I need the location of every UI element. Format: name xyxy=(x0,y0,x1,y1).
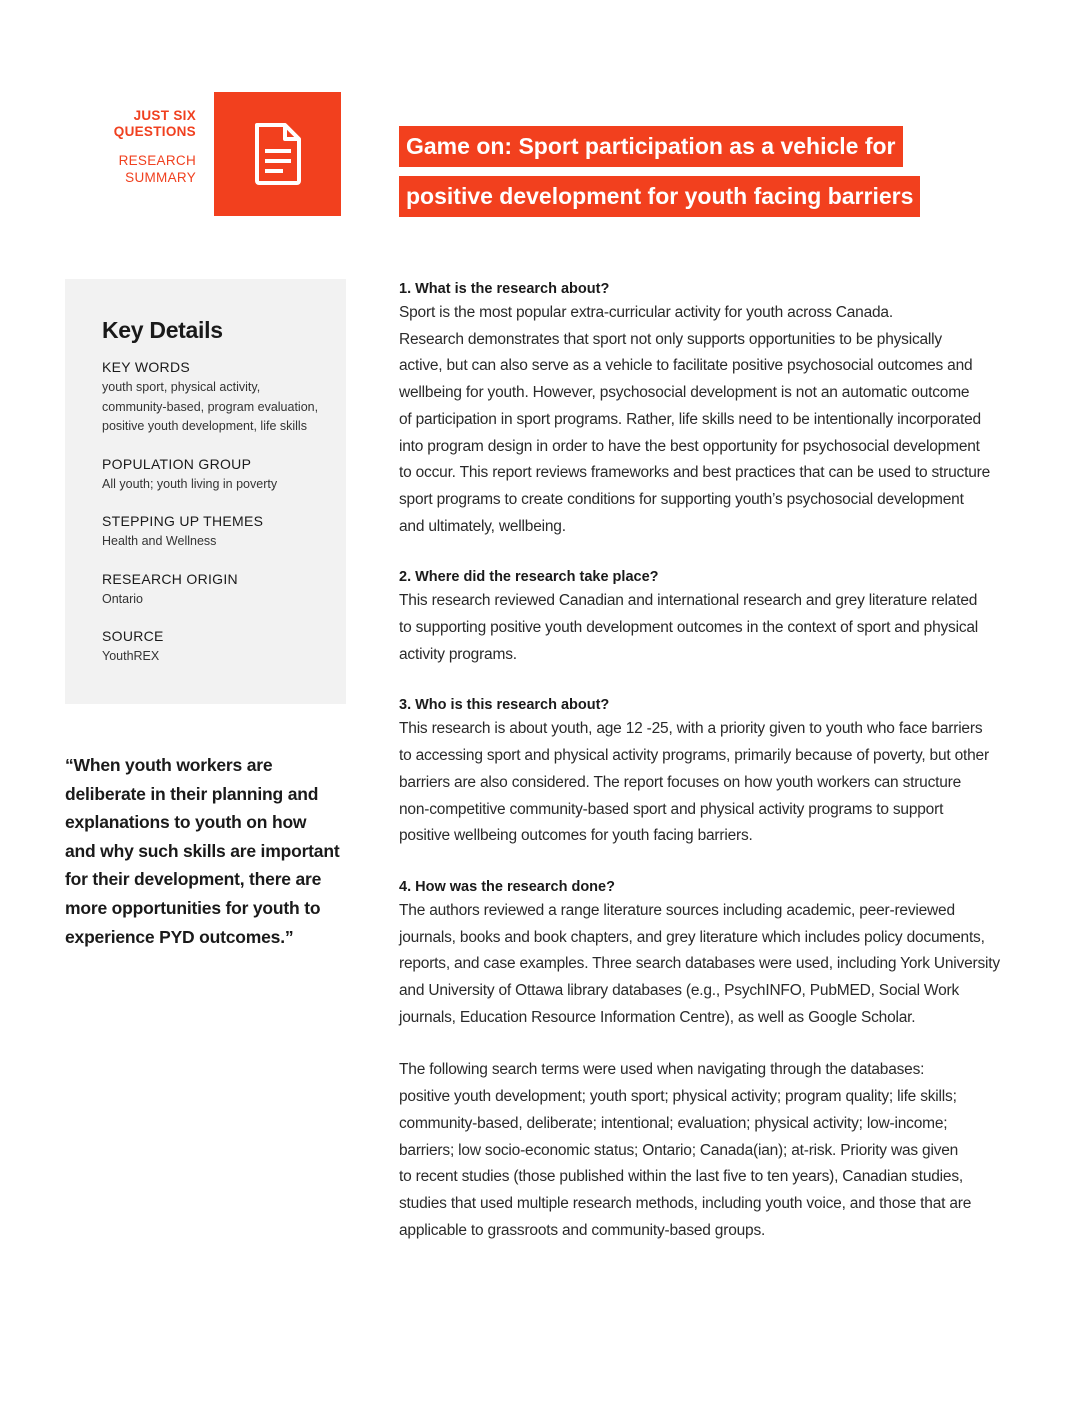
key-detail-value xyxy=(102,647,326,667)
answer-line: wellbeing for youth. However, psychosocial development is not an automatic outcome xyxy=(399,384,970,402)
answer-line: active, but can also serve as a vehicle to facilitate positive psychosocial outcomes and xyxy=(399,357,973,375)
answer-line: to supporting positive youth development outcomes in the context of sport and physical xyxy=(399,619,979,637)
key-details-sections xyxy=(102,358,326,667)
pull-quote xyxy=(65,751,340,951)
key-detail-line: Ontario xyxy=(102,591,143,606)
question-heading: 2. Where did the research take place? xyxy=(399,569,659,586)
document-title xyxy=(399,126,1039,217)
quote-line: more opportunities for youth to xyxy=(65,897,321,918)
answer-line: The following search terms were used when navigating through the databases: xyxy=(399,1061,925,1079)
answer-line: This research is about youth, age 12 -25, with a priority given to youth who face barriers xyxy=(399,720,983,738)
key-detail-label: SOURCE xyxy=(102,628,164,644)
answer-paragraph xyxy=(399,716,1017,850)
key-detail-line: All youth; youth living in poverty xyxy=(102,476,278,491)
key-detail-value xyxy=(102,378,326,437)
answer-paragraph xyxy=(399,300,1017,540)
key-detail-label: POPULATION GROUP xyxy=(102,455,252,472)
key-detail-section xyxy=(102,627,326,667)
key-detail-label: STEPPING UP THEMES xyxy=(102,513,264,529)
quote-line: explanations to youth on how xyxy=(65,812,307,833)
answer-line: and University of Ottawa library databases (e.g., PsychINFO, PubMED, Social Work xyxy=(399,982,960,1000)
key-detail-line: YouthREX xyxy=(102,649,160,663)
answer-line: into program design in order to have the best opportunity for psychosocial development xyxy=(399,437,980,455)
key-detail-value xyxy=(102,590,326,610)
key-detail-section xyxy=(102,512,326,552)
quote-line: and why such skills are important xyxy=(65,840,340,861)
answer-line: sport programs to create conditions for supporting youth’s psychosocial development xyxy=(399,490,964,508)
key-detail-line: Health and Wellness xyxy=(102,534,217,548)
quote-line: deliberate in their planning and xyxy=(65,783,319,804)
quote-line: for their development, there are xyxy=(65,869,322,890)
answer-line: to accessing sport and physical activity programs, primarily because of poverty, but other xyxy=(399,747,989,765)
answer-line: non-competitive community-based sport and physical activity programs to support xyxy=(399,800,944,818)
answer-line: The authors reviewed a range literature sources including academic, peer-reviewed xyxy=(399,901,955,919)
answer-line: positive youth development; youth sport; physical activity; program quality; life skills; xyxy=(399,1088,957,1106)
quote-line: “When youth workers are xyxy=(65,755,273,775)
brand-sub-line-2: SUMMARY xyxy=(125,170,196,185)
answer-line: to recent studies (those published within the last five to ten years), Canadian studies, xyxy=(399,1168,963,1186)
answer-line: barriers; low socio-economic status; Ontario; Canada(ian); at-risk. Priority was given xyxy=(399,1141,959,1159)
answer-line: and ultimately, wellbeing. xyxy=(399,517,566,535)
key-details-panel xyxy=(65,279,346,704)
answer-line: community-based, deliberate; intentional; evaluation; physical activity; low-income; xyxy=(399,1114,948,1132)
key-detail-line: positive youth development, life skills xyxy=(102,419,307,433)
key-detail-label: RESEARCH ORIGIN xyxy=(102,570,238,587)
question-heading: 4. How was the research done? xyxy=(399,878,615,895)
question-section xyxy=(399,876,1017,1244)
question-section xyxy=(399,278,1017,540)
answer-line: studies that used multiple research methods, including youth voice, and those that are xyxy=(399,1194,972,1212)
answer-paragraph xyxy=(399,1057,1017,1244)
answer-paragraph xyxy=(399,588,1017,668)
brand-label xyxy=(96,108,196,186)
question-heading: 1. What is the research about? xyxy=(399,281,610,297)
brand-line-1: JUST SIX xyxy=(133,108,196,123)
main-content xyxy=(399,278,1017,1270)
key-detail-line: youth sport, physical activity, xyxy=(102,380,261,394)
brand-sub-line-1: RESEARCH xyxy=(118,153,196,168)
key-detail-value xyxy=(102,475,326,495)
question-section xyxy=(399,566,1017,668)
question-section xyxy=(399,694,1017,850)
quote-line: experience PYD outcomes.” xyxy=(65,926,294,947)
answer-line: positive wellbeing outcomes for youth facing barriers. xyxy=(399,827,753,845)
answer-line: Sport is the most popular extra-curricular activity for youth across Canada. xyxy=(399,304,893,321)
answer-line: to occur. This report reviews frameworks and best practices that can be used to structure xyxy=(399,464,990,482)
answer-line: journals, books and book chapters, and grey literature which includes policy documents, xyxy=(399,928,985,946)
key-detail-value xyxy=(102,532,326,552)
brand-line-2: QUESTIONS xyxy=(113,124,196,139)
answer-line: journals, Education Resource Information Centre), as well as Google Scholar. xyxy=(399,1008,916,1026)
title-line-2: positive development for youth facing barriers xyxy=(399,176,920,217)
answer-line: activity programs. xyxy=(399,645,517,663)
key-detail-section xyxy=(102,570,326,610)
answer-line: reports, and case examples. Three search databases were used, including York University xyxy=(399,955,1000,973)
brand-subtitle xyxy=(96,152,196,186)
document-icon xyxy=(253,123,303,185)
key-detail-section xyxy=(102,358,326,437)
key-detail-line: community-based, program evaluation, xyxy=(102,399,319,414)
logo-tile xyxy=(214,92,341,216)
key-detail-section xyxy=(102,455,326,495)
answer-line: barriers are also considered. The report focuses on how youth workers can structure xyxy=(399,773,962,791)
answer-line: of participation in sport programs. Rather, life skills need to be intentionally incorporated xyxy=(399,410,981,428)
answer-paragraph xyxy=(399,898,1017,1032)
answer-line: applicable to grassroots and community-based groups. xyxy=(399,1221,766,1239)
answer-line: This research reviewed Canadian and international research and grey literature related xyxy=(399,592,978,610)
title-line-1: Game on: Sport participation as a vehicle for xyxy=(399,126,903,167)
answer-line: Research demonstrates that sport not only supports opportunities to be physically xyxy=(399,330,942,348)
question-heading: 3. Who is this research about? xyxy=(399,697,610,714)
key-details-heading: Key Details xyxy=(102,317,223,343)
key-detail-label: KEY WORDS xyxy=(102,359,191,375)
